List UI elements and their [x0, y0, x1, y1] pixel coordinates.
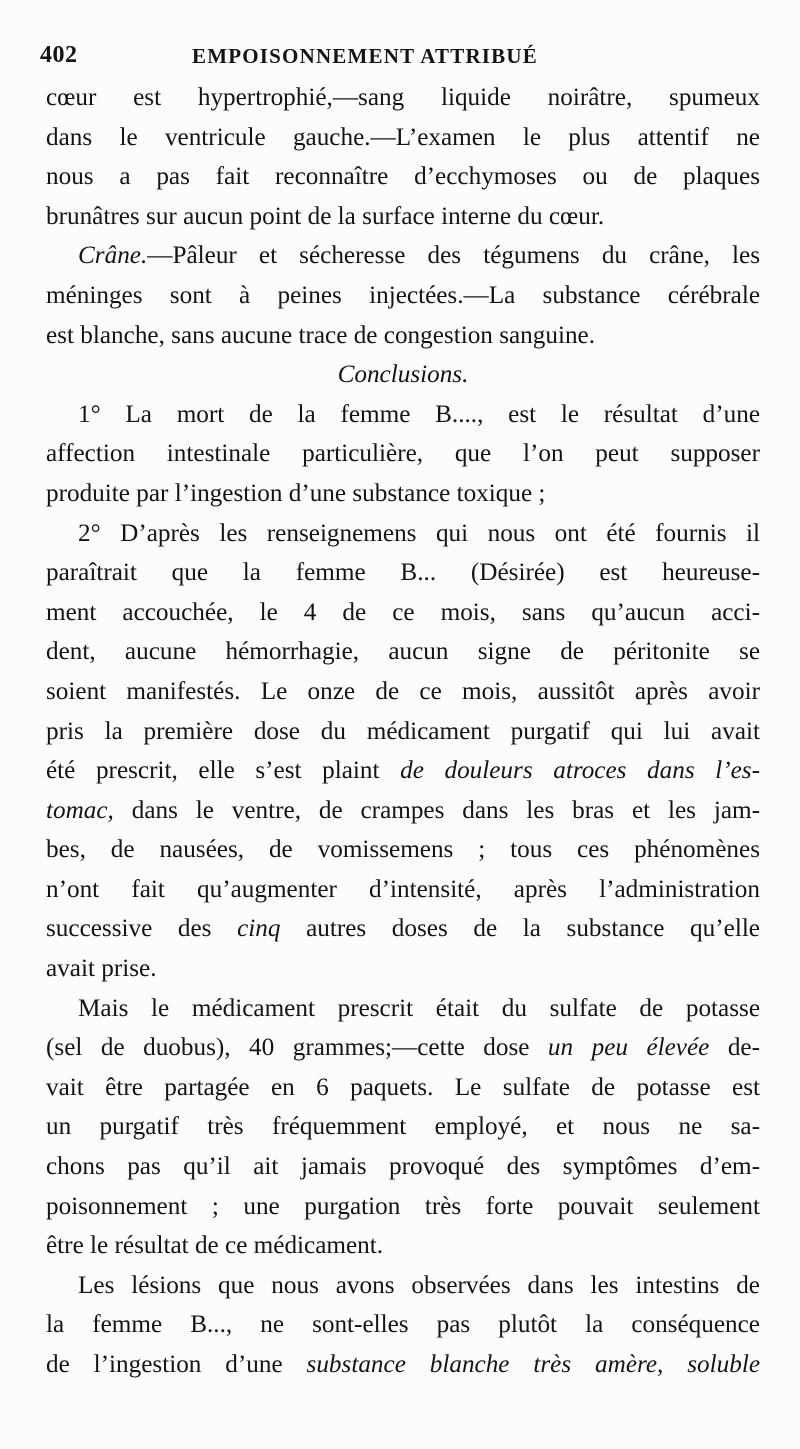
- section-heading: [46, 355, 760, 395]
- text-segment: la femme B..., ne sont-elles pas plutôt la conséquence: [46, 1311, 760, 1339]
- text-segment: bes, de nausées, de vomissemens ; tous ces phénomènes: [46, 836, 760, 864]
- text-line: [46, 197, 760, 237]
- text-segment: chons pas qu’il ait jamais provoqué des symptômes d’em-: [46, 1153, 760, 1181]
- text-line: [46, 1028, 760, 1068]
- text-line: [46, 157, 760, 197]
- text-segment: poisonnement ; une purgation très forte pouvait seulement: [46, 1192, 760, 1220]
- text-line: [46, 909, 760, 949]
- body-text: [46, 78, 760, 1385]
- text-segment: 2° D’après les renseignemens qui nous ont été fournis il: [78, 519, 760, 547]
- text-segment: paraîtrait que la femme B... (Désirée) est heureuse-: [46, 559, 760, 587]
- text-line: [46, 1068, 760, 1108]
- text-line: [46, 593, 760, 633]
- text-line: [46, 632, 760, 672]
- text-segment: dans le ventricule gauche.—L’examen le plus attentif ne: [46, 123, 760, 151]
- text-line: [46, 1226, 760, 1266]
- text-segment: avait prise.: [46, 955, 157, 983]
- text-line: [46, 1345, 760, 1385]
- italic-segment: tomac,: [46, 796, 114, 824]
- italic-segment: un peu élevée: [547, 1034, 710, 1062]
- text-line: [46, 1305, 760, 1345]
- italic-segment: de douleurs atroces dans l’es-: [400, 757, 760, 785]
- text-segment: (sel de duobus), 40 grammes;—cette dose: [46, 1034, 548, 1062]
- text-segment: est blanche, sans aucune trace de congestion sanguine.: [46, 321, 596, 349]
- text-line: [46, 118, 760, 158]
- text-segment: soient manifestés. Le onze de ce mois, aussitôt après avoir: [46, 677, 760, 705]
- text-line: [46, 830, 760, 870]
- text-line: [46, 514, 760, 554]
- text-segment: être le résultat de ce médicament.: [46, 1232, 384, 1260]
- text-segment: Les lésions que nous avons observées dans les intestins de: [78, 1271, 760, 1299]
- italic-segment: cinq: [237, 915, 281, 943]
- italic-segment: Crâne.: [78, 242, 148, 270]
- text-line: [46, 1107, 760, 1147]
- text-segment: n’ont fait qu’augmenter d’intensité, après l’administration: [46, 875, 760, 903]
- text-line: [46, 1147, 760, 1187]
- page-header: [40, 42, 760, 78]
- text-segment: cœur est hypertrophié,—sang liquide noirâtre, spumeux: [46, 84, 760, 111]
- text-line: [46, 751, 760, 791]
- text-line: [46, 395, 760, 435]
- text-segment: autres doses de la substance qu’elle: [280, 915, 760, 943]
- text-line: [46, 316, 760, 356]
- italic-segment: Conclusions.: [337, 361, 469, 389]
- text-line: [46, 78, 760, 118]
- running-head: EMPOISONNEMENT ATTRIBUÉ: [192, 44, 538, 68]
- text-line: [46, 791, 760, 831]
- italic-segment: substance blanche très amère, soluble: [306, 1351, 760, 1378]
- text-segment: successive des: [46, 915, 238, 943]
- text-line: [46, 672, 760, 712]
- text-segment: vait être partagée en 6 paquets. Le sulfate de potasse est: [46, 1073, 760, 1101]
- text-line: [46, 276, 760, 316]
- text-segment: pris la première dose du médicament purgatif qui lui avait: [46, 717, 760, 745]
- text-segment: un purgatif très fréquemment employé, et nous ne sa-: [46, 1113, 760, 1141]
- text-segment: été prescrit, elle s’est plaint: [46, 757, 401, 785]
- text-segment: dans le ventre, de crampes dans les bras et les jam-: [113, 796, 760, 824]
- text-line: [46, 236, 760, 276]
- text-segment: brunâtres sur aucun point de la surface interne du cœur.: [46, 202, 605, 230]
- text-segment: nous a pas fait reconnaître d’ecchymoses ou de plaques: [46, 163, 760, 191]
- text-line: [46, 1266, 760, 1306]
- text-segment: produite par l’ingestion d’une substance toxique ;: [46, 479, 546, 507]
- text-line: [46, 949, 760, 989]
- text-line: [46, 434, 760, 474]
- text-line: [46, 870, 760, 910]
- text-segment: affection intestinale particulière, que l’on peut supposer: [46, 440, 760, 468]
- text-segment: 1° La mort de la femme B...., est le résultat d’une: [78, 400, 760, 428]
- text-segment: de-: [709, 1034, 760, 1062]
- page-number: 402: [40, 42, 78, 68]
- text-segment: —Pâleur et sécheresse des tégumens du crâne, les: [147, 242, 760, 270]
- text-segment: ment accouchée, le 4 de ce mois, sans qu’aucun acci-: [46, 598, 760, 626]
- text-line: [46, 474, 760, 514]
- text-line: [46, 989, 760, 1029]
- text-line: [46, 1187, 760, 1227]
- text-segment: Mais le médicament prescrit était du sulfate de potasse: [78, 994, 760, 1022]
- text-line: [46, 712, 760, 752]
- text-segment: méninges sont à peines injectées.—La substance cérébrale: [46, 281, 760, 309]
- text-segment: de l’ingestion d’une: [46, 1351, 307, 1378]
- text-segment: dent, aucune hémorrhagie, aucun signe de péritonite se: [46, 638, 760, 666]
- text-line: [46, 553, 760, 593]
